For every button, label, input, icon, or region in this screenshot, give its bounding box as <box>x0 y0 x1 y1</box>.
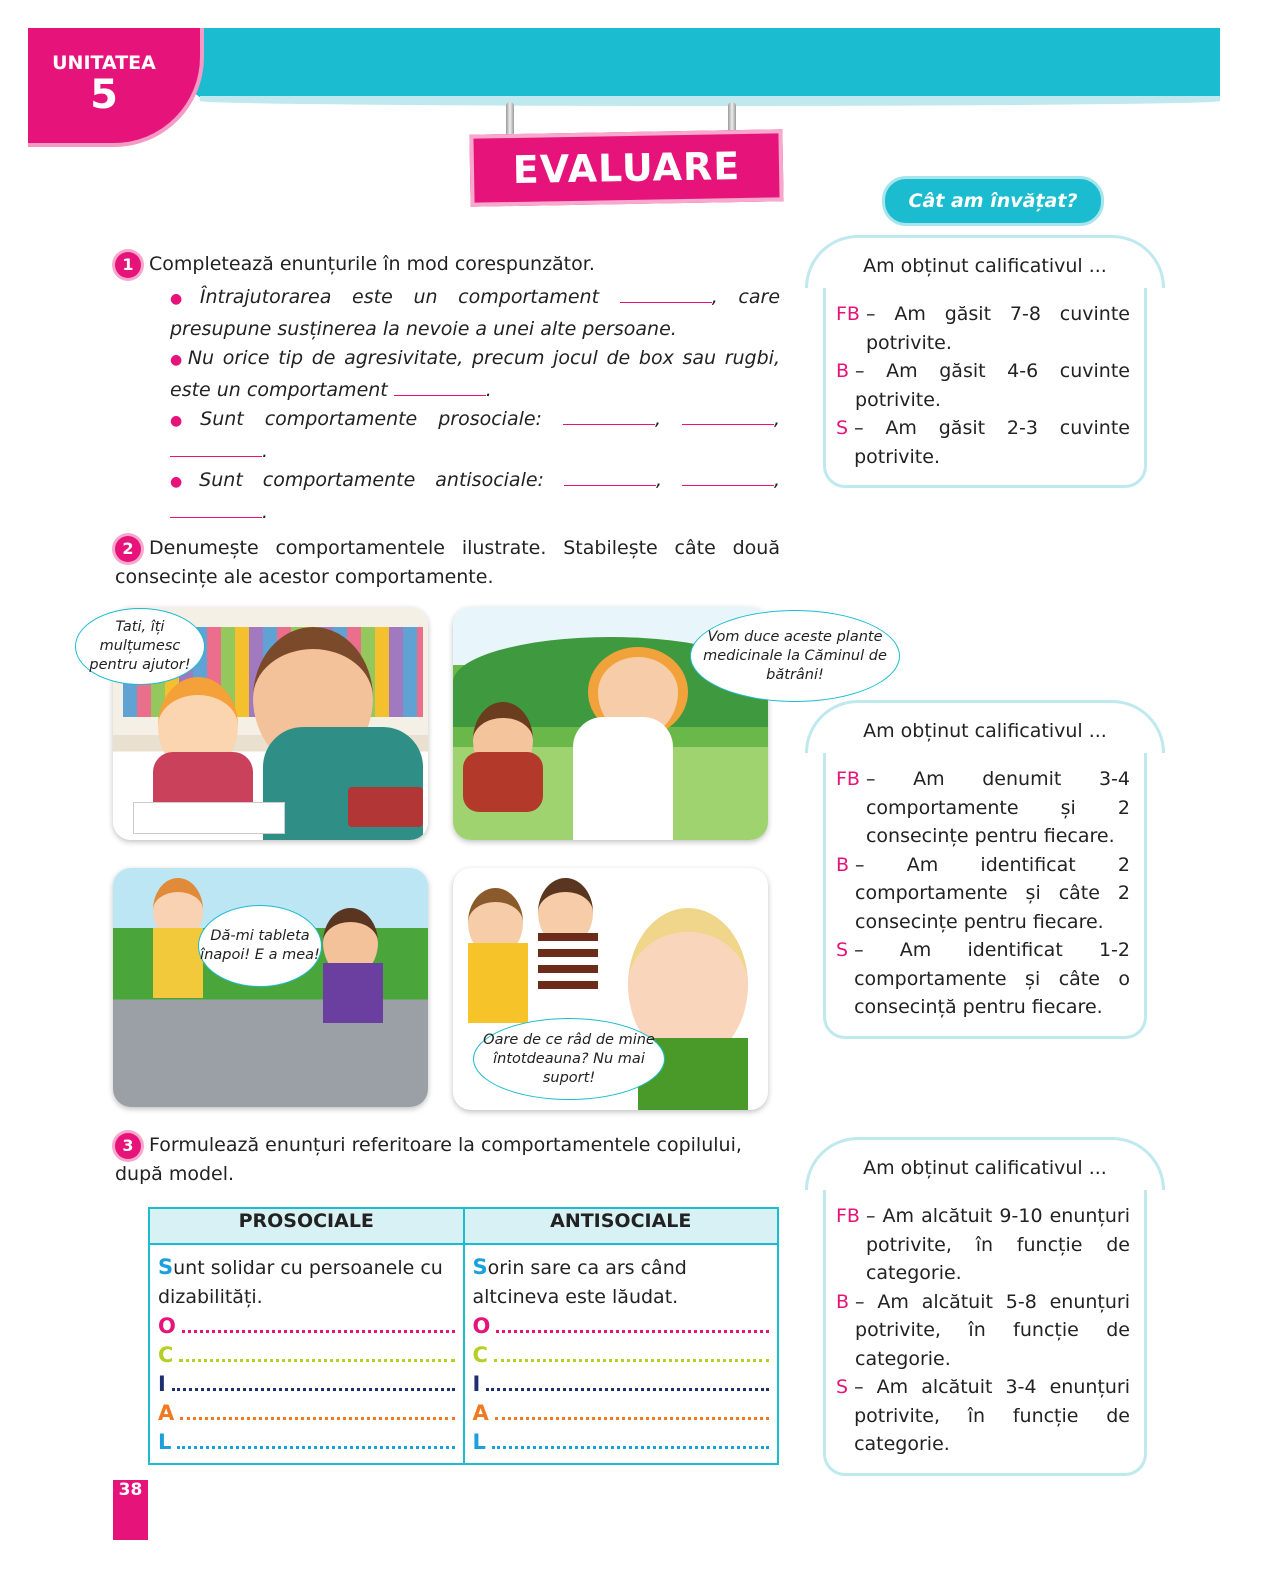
header-band <box>190 28 1220 100</box>
assessment-title: Am obținut calificativul ... <box>805 700 1165 753</box>
acrostic-line[interactable]: O <box>473 1312 770 1341</box>
ex1-item-cont: . <box>170 437 780 467</box>
assessment-criteria <box>823 288 1147 488</box>
grade-label: B <box>836 360 850 382</box>
ex3-number: 3 <box>115 1133 141 1159</box>
grade-label: B <box>836 1290 850 1313</box>
speech-bubble: Tati, îți mulțumesc pentru ajutor! <box>75 608 205 685</box>
ex1-number: 1 <box>115 252 141 278</box>
grade-label: S <box>836 417 849 439</box>
criterion-text: – Am identificat 2 comportamente și câte 2 consecințe pentru fiecare. <box>855 853 1130 933</box>
page-number: 38 <box>113 1480 148 1540</box>
header-band-shadow <box>200 96 1220 106</box>
answer-blank[interactable] <box>170 438 262 457</box>
acrostic-line[interactable]: A <box>158 1399 455 1428</box>
criterion-text: – Am găsit 2-3 cuvinte potrivite. <box>854 417 1130 468</box>
ex1-item: ● Nu orice tip de agresivitate, precum jocul de box sau rugbi, este un comportament . <box>170 347 780 401</box>
criterion-row <box>836 1373 1130 1459</box>
criterion-text: – Am identificat 1-2 comportamente și câte o consecință pentru fiecare. <box>854 939 1130 1018</box>
speech-bubble: Oare de ce râd de mine întotdeauna? Nu mai suport! <box>473 1018 665 1100</box>
grade-label: S <box>836 939 849 961</box>
acrostic-line[interactable]: L <box>158 1428 455 1457</box>
acrostic-line[interactable]: A <box>473 1399 770 1428</box>
criterion-text: – Am alcătuit 3-4 enunțuri potrivite, în funcție de categorie. <box>854 1376 1130 1455</box>
unit-number: 5 <box>90 72 118 118</box>
ex2-prompt <box>115 534 780 592</box>
acrostic-line[interactable]: I <box>473 1370 770 1399</box>
assessment-criteria <box>823 1190 1147 1476</box>
criterion-text: – Am alcătuit 5-8 enunțuri potrivite, în funcție de categorie. <box>855 1290 1130 1370</box>
assessment-criteria <box>823 753 1147 1039</box>
assessment-box-1 <box>805 235 1165 488</box>
assessment-title: Am obținut calificativul ... <box>805 1137 1165 1190</box>
answer-blank[interactable] <box>563 406 655 425</box>
ex1-item-cont: . <box>170 498 780 528</box>
grade-label: B <box>836 853 850 876</box>
answer-blank[interactable] <box>394 377 486 396</box>
model-sentence: Sunt solidar cu persoanele cu dizabilități. <box>158 1255 443 1308</box>
grade-label: S <box>836 1376 849 1398</box>
criterion-text: – Am denumit 3-4 comportamente și 2 consecințe pentru fiecare. <box>865 768 1130 847</box>
criterion-text: – Am găsit 4-6 cuvinte potrivite. <box>855 360 1130 411</box>
speech-bubble: Dă-mi tableta înapoi! E a mea! <box>198 905 322 987</box>
behaviours-table <box>148 1207 779 1465</box>
criterion-row <box>836 414 1130 471</box>
prosocial-column <box>149 1244 464 1464</box>
grade-label: FB <box>836 1205 860 1227</box>
ex3-prompt <box>115 1131 795 1189</box>
assessment-box-3 <box>805 1137 1165 1476</box>
acrostic-line[interactable]: C <box>158 1341 455 1370</box>
acrostic-line[interactable]: O <box>158 1312 455 1341</box>
criterion-row <box>836 765 1130 851</box>
ex1-item: ● Întrajutorarea este un comportament , care presupune susținerea la nevoie a unei alte persoane. <box>170 286 781 340</box>
criterion-row <box>836 1288 1130 1374</box>
ex2-number: 2 <box>115 536 141 562</box>
acrostic-line[interactable]: L <box>473 1428 770 1457</box>
model-sentence: Sorin sare ca ars când altcineva este lăudat. <box>472 1255 687 1308</box>
acrostic-line[interactable]: C <box>473 1341 770 1370</box>
criterion-text: – Am alcătuit 9-10 enunțuri potrivite, în funcție de categorie. <box>865 1205 1130 1284</box>
answer-blank[interactable] <box>564 467 656 486</box>
self-check-label: Cât am învățat? <box>882 176 1104 226</box>
page-title: EVALUARE <box>469 129 783 206</box>
criterion-row <box>836 357 1130 414</box>
antisocial-column <box>464 1244 779 1464</box>
criterion-row <box>836 1202 1130 1288</box>
criterion-row <box>836 936 1130 1022</box>
assessment-title: Am obținut calificativul ... <box>805 235 1165 288</box>
acrostic-line[interactable]: I <box>158 1370 455 1399</box>
assessment-box-2 <box>805 700 1165 1039</box>
answer-blank[interactable] <box>682 406 774 425</box>
unit-badge <box>28 28 204 147</box>
unit-label: UNITATEA <box>52 52 156 74</box>
illustration-children-arguing-tablet <box>113 868 428 1107</box>
ex1-items <box>170 283 780 527</box>
grade-label: FB <box>836 303 860 325</box>
answer-blank[interactable] <box>170 499 262 518</box>
ex1-item: ● Sunt comportamente prosociale: , , <box>170 408 780 430</box>
ex1-text: Completează enunțurile în mod corespunzător. <box>149 253 595 275</box>
column-header-antisocial: ANTISOCIALE <box>464 1208 779 1244</box>
criterion-row <box>836 300 1130 357</box>
criterion-row <box>836 851 1130 937</box>
answer-blank[interactable] <box>682 467 774 486</box>
ex2-text: Denumește comportamentele ilustrate. Stabilește câte două consecințe ale acestor comportamente. <box>115 537 780 588</box>
ex1-item: ● Sunt comportamente antisociale: , , <box>170 469 781 491</box>
criterion-text: – Am găsit 7-8 cuvinte potrivite. <box>865 303 1130 354</box>
grade-label: FB <box>836 768 860 790</box>
ex3-text: Formulează enunțuri referitoare la comportamentele copilului, după model. <box>115 1134 742 1185</box>
answer-blank[interactable] <box>620 284 712 303</box>
speech-bubble: Vom duce aceste plante medicinale la Căminul de bătrâni! <box>690 610 900 702</box>
ex1-prompt <box>115 250 595 279</box>
column-header-prosocial: PROSOCIALE <box>149 1208 464 1244</box>
